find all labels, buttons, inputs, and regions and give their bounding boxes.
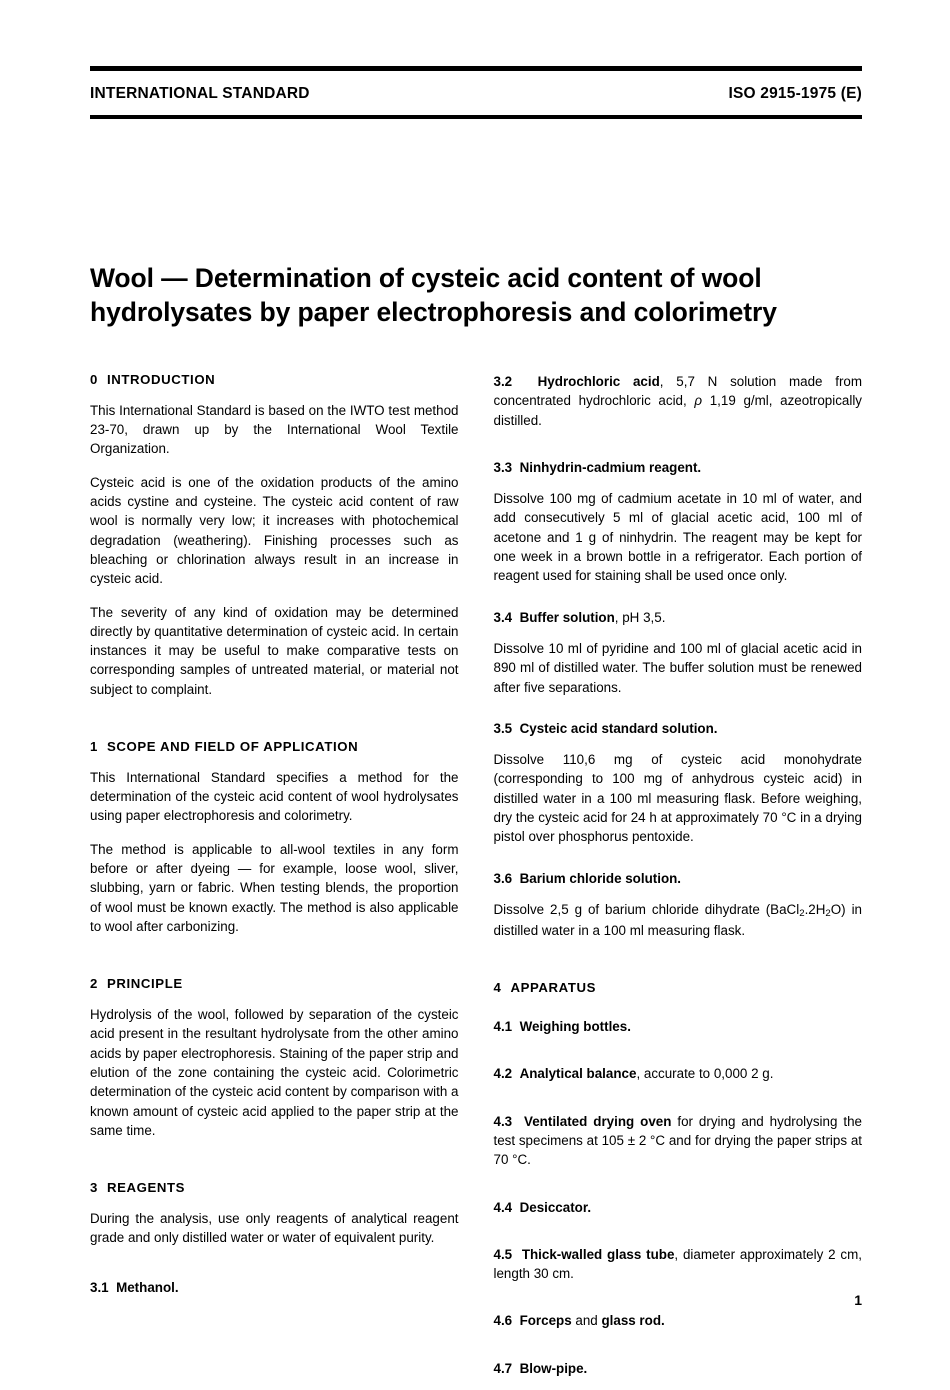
header-row: [90, 71, 862, 115]
clause-title: Thick-walled glass tube: [521, 1246, 675, 1262]
clause-4-6: [494, 1311, 863, 1330]
clause-3-2: [494, 372, 863, 430]
clause-number: 4.3: [493, 1113, 513, 1129]
clause-text: , diameter approximately 2 cm, length 30 cm.: [493, 1246, 862, 1282]
rho-symbol: ρ: [694, 393, 703, 409]
section-spacer: [90, 1154, 459, 1180]
content-columns: [90, 372, 862, 1390]
clause-title: Cysteic acid standard solution.: [519, 720, 718, 736]
page-title: Wool — Determination of cysteic acid content of wool hydrolysates by paper electrophoresis and colorimetry: [90, 262, 777, 328]
clause-number: 3.6: [493, 870, 513, 886]
clause-spacer: [494, 442, 863, 458]
clause-title: Barium chloride solution.: [519, 870, 682, 886]
clause-title: Analytical balance: [519, 1066, 637, 1082]
standard-number-label: ISO 2915-1975 (E): [728, 85, 862, 102]
clause-title: Blow-pipe.: [519, 1360, 588, 1376]
principle-paragraph-1: Hydrolysis of the wool, followed by separation of the cysteic acid present in the resultant hydrolysate from the other amino acids by paper electrophoresis. Staining of the paper strip and elution of the zone containing the cysteic acid. Colorimetric determination of the cysteic acid content by comparison with a known amount of cysteic acid applied to the paper strip at the same time.: [90, 1007, 459, 1138]
clause-number: 3.1: [90, 1279, 109, 1295]
clause-4-1: [494, 1017, 863, 1036]
section-spacer: [90, 713, 459, 739]
scope-paragraph-1: This International Standard specifies a method for the determination of the cysteic acid content of wool hydrolysates using paper electrophoresis and colorimetry.: [90, 769, 459, 824]
clause-title: Buffer solution: [519, 609, 615, 625]
clause-3-4-body: Dissolve 10 ml of pyridine and 100 ml of glacial acetic acid in 890 ml of distilled water. The buffer solution must be renewed after five separations.: [493, 640, 862, 695]
reagents-paragraph-1: During the analysis, use only reagents of analytical reagent grade and only distilled water or water of equivalent purity.: [90, 1210, 459, 1246]
right-column: [494, 372, 863, 1390]
standard-type-label: INTERNATIONAL STANDARD: [90, 85, 310, 102]
section-number: 3: [90, 1180, 107, 1196]
clause-spacer: [494, 711, 863, 719]
section-number: 1: [90, 739, 107, 754]
clause-4-7: [494, 1359, 863, 1378]
section-heading-introduction: [90, 372, 459, 388]
section-heading-scope: [90, 739, 459, 755]
section-spacer: [90, 950, 459, 976]
formula-subscript-1: 2: [799, 908, 805, 920]
clause-4-2: [494, 1064, 863, 1083]
section-title: APPARATUS: [510, 980, 597, 996]
clause-spacer: [494, 1048, 863, 1064]
intro-paragraph-1: This International Standard is based on the IWTO test method 23-70, drawn up by the International Wool Textile Organization.: [90, 402, 459, 457]
formula-text-a: Dissolve 2,5 g of barium chloride dihydrate (BaCl: [493, 901, 800, 917]
clause-number: 4.5: [493, 1246, 513, 1262]
formula-subscript-2: 2: [825, 908, 831, 920]
header-rule-bottom: [90, 115, 862, 119]
clause-spacer: [494, 1295, 863, 1311]
clause-text: , accurate to 0,000 2 g.: [636, 1066, 774, 1082]
intro-paragraph-3: The severity of any kind of oxidation may be determined directly by quantitative determination of cysteic acid. In certain instances it may be useful to make comparative tests on corresponding samples of untreated material, or material not subject to complaint.: [90, 604, 459, 697]
section-title: INTRODUCTION: [107, 372, 216, 387]
page-number: 1: [854, 1292, 862, 1308]
scope-paragraph-2: The method is applicable to all-wool textiles in any form before or after dyeing — for example, loose wool, sliver, slubbing, yarn or fabric. When testing blends, the proportion of wool must be known exactly. The method is also applicable to wool after carbonizing.: [90, 841, 459, 934]
formula-text-c: O) in distilled water in a 100 ml measuring flask.: [493, 901, 862, 938]
section-number: 4: [493, 980, 510, 996]
section-heading-reagents: [90, 1180, 459, 1196]
section-title: SCOPE AND FIELD OF APPLICATION: [107, 739, 359, 754]
clause-spacer: [494, 1096, 863, 1112]
clause-3-5-heading: [494, 719, 863, 738]
clause-3-6-heading: [494, 869, 863, 888]
clause-4-5: [494, 1245, 863, 1284]
clause-conjunction: and: [571, 1313, 602, 1329]
clause-spacer: [494, 1009, 863, 1017]
clause-spacer: [494, 1182, 863, 1198]
clause-3-6-body: [494, 900, 863, 940]
clause-title: Ventilated drying oven: [524, 1113, 672, 1129]
clause-title: Hydrochloric acid: [537, 374, 660, 389]
clause-number: 4.6: [493, 1313, 513, 1329]
clause-text: for drying and hydrolysing the test specimens at 105 ± 2 °C and for drying the paper strips at 70 °C.: [493, 1113, 862, 1168]
clause-title: Methanol.: [116, 1279, 179, 1295]
clause-3-1: [90, 1278, 459, 1297]
clause-number: 3.2: [493, 374, 513, 389]
clause-title: Ninhydrin-cadmium reagent.: [519, 459, 702, 475]
clause-text-cont: 1,19 g/ml, azeotropically distilled.: [493, 393, 862, 428]
clause-number: 4.4: [493, 1199, 513, 1215]
clause-3-3-heading: [494, 458, 863, 477]
clause-number: 4.1: [493, 1019, 513, 1035]
page-header: [90, 66, 862, 119]
clause-title: Weighing bottles.: [519, 1019, 631, 1035]
clause-title: Desiccator.: [519, 1199, 592, 1215]
clause-4-3: [494, 1112, 863, 1170]
section-number: 0: [90, 372, 107, 387]
clause-3-5-body: Dissolve 110,6 mg of cysteic acid monohydrate (corresponding to 100 mg of anhydrous cysteic acid) in distilled water in a 100 ml measuring flask. Before weighing, dry the cysteic acid for 24 h at approximately 70 °C in a drying pistol over phosphorus pentoxide.: [493, 752, 862, 845]
formula-text-b: .2H: [804, 901, 826, 917]
section-number: 2: [90, 976, 107, 992]
clause-spacer: [494, 600, 863, 608]
clause-text: , pH 3,5.: [614, 609, 666, 625]
clause-spacer: [494, 861, 863, 869]
section-title: REAGENTS: [107, 1180, 186, 1196]
clause-3-3-body: Dissolve 100 mg of cadmium acetate in 10 ml of water, and add consecutively 5 ml of glacial acetic acid, 100 ml of acetone and 1 g of ninhydrin. The reagent may be kept for one week in a brown bottle in a refrigerator. Each portion of reagent used for staining shall be used once only.: [493, 491, 862, 584]
section-title: PRINCIPLE: [107, 976, 183, 992]
clause-spacer: [90, 1262, 459, 1278]
intro-paragraph-2: Cysteic acid is one of the oxidation products of the amino acids cystine and cysteine. The cysteic acid content of raw wool is normally very low; it increases with photochemical degradation (weathering). Finishing processes such as bleaching or chlorination always result in an increase in cysteic acid.: [90, 474, 459, 587]
clause-title-a: Forceps: [519, 1313, 572, 1329]
clause-spacer: [494, 1343, 863, 1359]
section-spacer: [494, 954, 863, 980]
clause-number: 3.4: [493, 609, 513, 625]
clause-4-4: [494, 1198, 863, 1217]
section-heading-apparatus: [494, 980, 863, 996]
clause-number: 3.5: [493, 720, 513, 736]
clause-number: 4.2: [493, 1066, 513, 1082]
clause-title-b: glass rod.: [601, 1313, 665, 1329]
clause-number: 3.3: [493, 459, 513, 475]
clause-3-4-heading: [494, 608, 863, 627]
clause-number: 4.7: [493, 1360, 513, 1376]
clause-spacer: [494, 1229, 863, 1245]
section-heading-principle: [90, 976, 459, 992]
clause-text: , 5,7 N solution made from concentrated hydrochloric acid,: [493, 374, 863, 409]
left-column: [90, 372, 459, 1390]
